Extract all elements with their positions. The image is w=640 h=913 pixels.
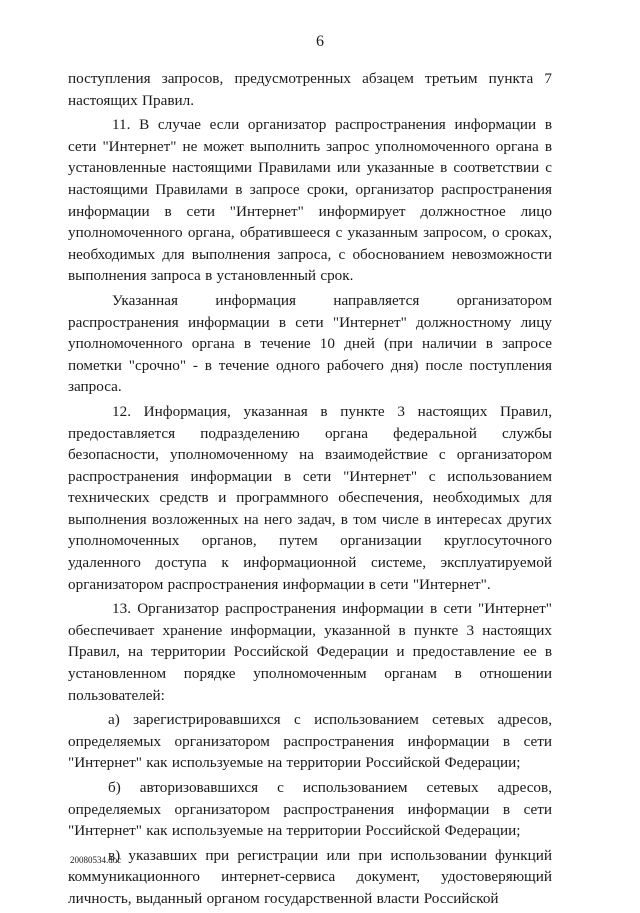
paragraph-clause-13-b: б) авторизовавшихся с использованием сетевых адресов, определяемых организатором распространения информации в сети "Интернет" как используемые на территории Российской Федерации; xyxy=(68,779,552,840)
paragraph-clause-12: 12. Информация, указанная в пункте 3 настоящих Правил, предоставляется подразделению органа федеральной службы безопасности, уполномоченному на взаимодействие с организатором распространения информации в сети "Интернет" с использованием технических средств и программного обеспечения, необходимых для выполнения возложенных на него задач, в том числе в интересах других уполномоченных органов, путем организации круглосуточного удаленного доступа к информационной системе, эксплуатируемой организатором распространения информации в сети "Интернет". xyxy=(68,402,552,593)
document-body xyxy=(68,68,552,913)
paragraph-clause-13-c: в) указавших при регистрации или при использовании функций коммуникационного интернет-сервиса документ, удостоверяющий личность, выданный органом государственной власти Российской xyxy=(68,846,552,907)
paragraph-clause-11: 11. В случае если организатор распространения информации в сети "Интернет" не может выполнить запрос уполномоченного органа в установленные настоящими Правилами или указанные в соответствии с настоящими Правилами в запросе сроки, организатор распространения информации в сети "Интернет" информирует должностное лицо уполномоченного органа, обратившееся с указанным запросом, о сроках, необходимых для выполнения запроса, с обоснованием невозможности выполнения запроса в установленный срок. xyxy=(68,116,552,285)
paragraph-clause-13-a: а) зарегистрировавшихся с использованием сетевых адресов, определяемых организатором распространения информации в сети "Интернет" как используемые на территории Российской Федерации; xyxy=(68,711,552,772)
page-number: 6 xyxy=(316,33,324,50)
paragraph-continuation: поступления запросов, предусмотренных абзацем третьим пункта 7 настоящих Правил. xyxy=(68,70,552,109)
paragraph-clause-13: 13. Организатор распространения информации в сети "Интернет" обеспечивает хранение информации, указанной в пункте 3 настоящих Правил, на территории Российской Федерации и предоставление ее в установленном порядке уполномоченным органам в отношении пользователей: xyxy=(68,600,552,704)
paragraph-clause-11-info: Указанная информация направляется организатором распространения информации в сети "Интернет" должностному лицу уполномоченного органа в течение 10 дней (при наличии в запросе пометки "срочно" - в течение одного рабочего дня) после поступления запроса. xyxy=(68,291,552,396)
footer-filename: 20080534.doc xyxy=(70,855,122,865)
